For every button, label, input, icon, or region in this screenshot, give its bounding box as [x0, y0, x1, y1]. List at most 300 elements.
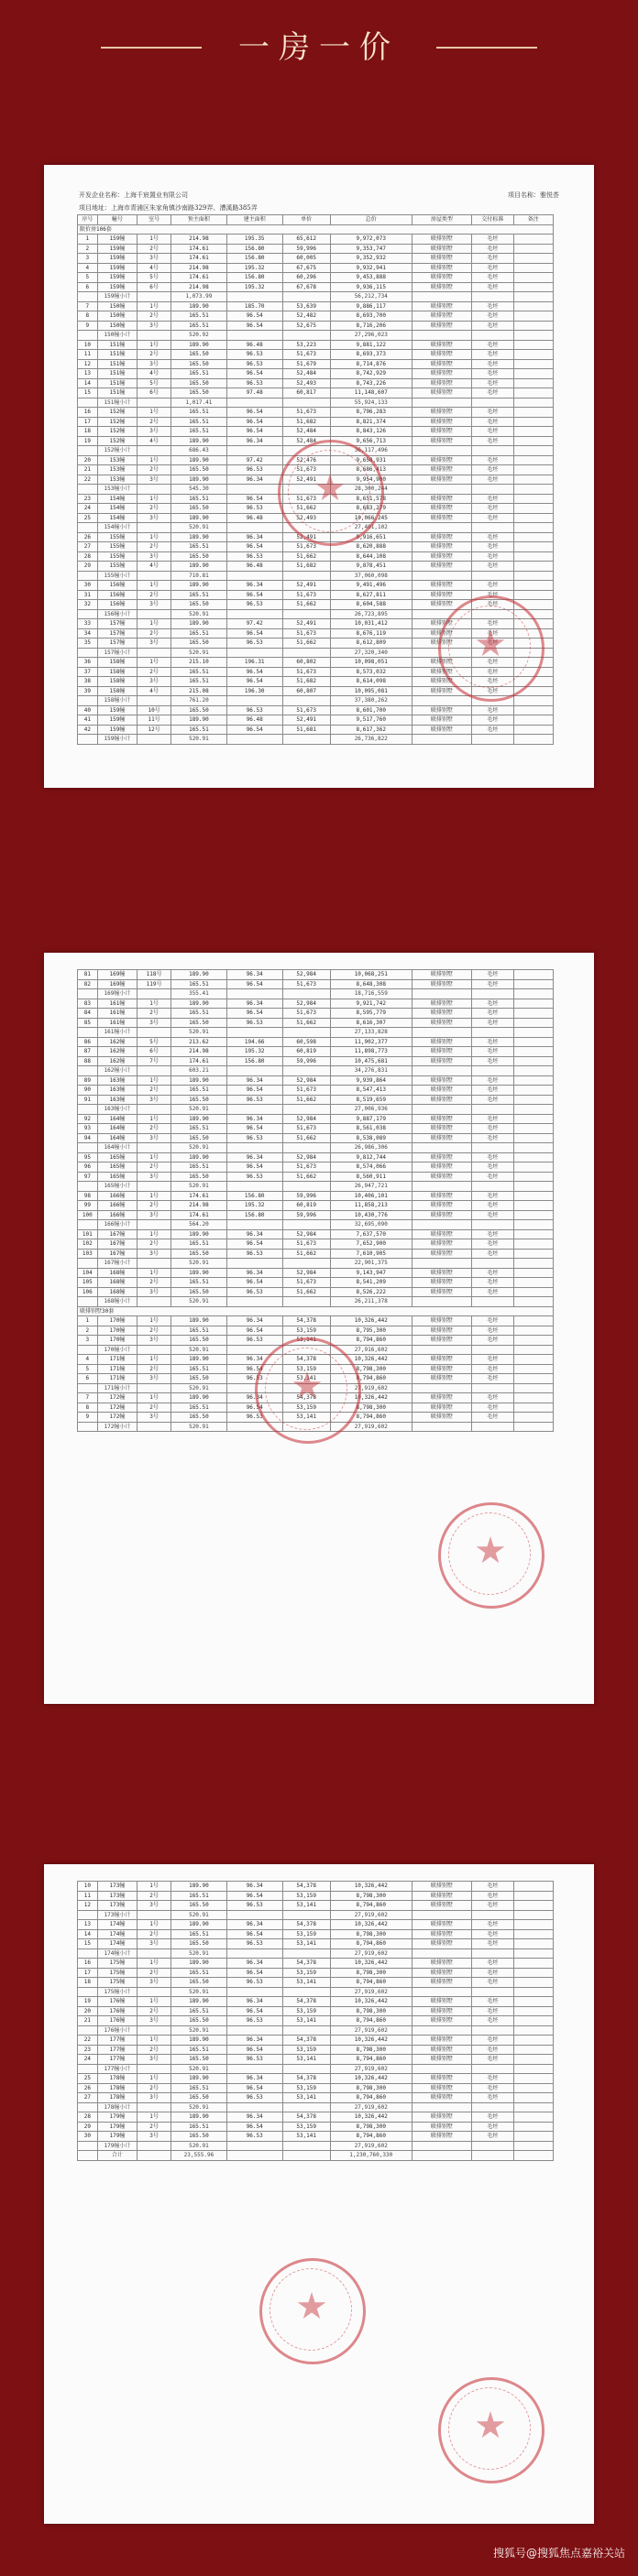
table-cell: 8,798,300: [330, 1968, 412, 1978]
table-cell: [138, 609, 171, 619]
table-cell: [138, 1105, 171, 1115]
table-cell: 53,141: [282, 2055, 330, 2065]
table-cell: 11,858,213: [330, 1201, 412, 1211]
table-cell: 214.98: [171, 1201, 227, 1211]
table-cell: 520.91: [171, 1259, 227, 1269]
table-cell: 83: [78, 999, 98, 1009]
table-header-row: [78, 215, 554, 225]
subtotal-row: [78, 1182, 554, 1192]
table-cell: 159幢: [97, 715, 137, 726]
table-cell: 27,919,602: [330, 2025, 412, 2036]
table-cell: 51,673: [282, 408, 330, 418]
table-cell: 52,491: [282, 619, 330, 629]
table-cell: [471, 485, 513, 495]
table-cell: 150幢: [97, 301, 137, 311]
table-cell: [513, 2064, 554, 2074]
table-cell: 毛坯: [471, 1403, 513, 1413]
table-cell: 54,378: [282, 1393, 330, 1403]
table-cell: [138, 523, 171, 533]
address-line: [79, 203, 559, 213]
table-cell: [412, 1182, 471, 1192]
table-cell: 53,141: [282, 1374, 330, 1384]
table-cell: 165.51: [171, 494, 227, 504]
table-cell: [78, 1383, 98, 1393]
subtotal-row: [78, 1948, 554, 1959]
table-cell: [513, 369, 554, 379]
table-cell: 19: [78, 1997, 98, 2007]
table-cell: 53,223: [282, 340, 330, 350]
table-row: [78, 1172, 554, 1182]
table-cell: 毛坯: [471, 658, 513, 668]
table-cell: 8,843,126: [330, 427, 412, 437]
table-cell: [78, 2025, 98, 2036]
table-cell: 165.50: [171, 1978, 227, 1988]
table-cell: 3号: [138, 1018, 171, 1028]
table-cell: 189.90: [171, 1393, 227, 1403]
table-cell: [282, 1028, 330, 1038]
table-cell: 52,984: [282, 1268, 330, 1278]
table-cell: 毛坯: [471, 408, 513, 418]
table-cell: [412, 735, 471, 745]
table-cell: 毛坯: [471, 1920, 513, 1930]
table-cell: 毛坯: [471, 628, 513, 639]
table-row: [78, 1939, 554, 1949]
table-cell: 152幢小计: [97, 446, 137, 456]
table-cell: 9,491,496: [330, 581, 412, 591]
table-cell: 8,612,809: [330, 639, 412, 649]
table-cell: 168幢小计: [97, 1297, 137, 1307]
table-cell: 157幢: [97, 619, 137, 629]
table-cell: 65,612: [282, 235, 330, 245]
table-cell: 4号: [138, 562, 171, 572]
table-cell: 1号: [138, 2036, 171, 2046]
table-cell: 53,141: [282, 1978, 330, 1988]
table-cell: 178幢小计: [97, 2102, 137, 2112]
table-cell: [412, 398, 471, 408]
table-cell: [226, 1220, 282, 1230]
table-cell: 联排别墅: [412, 658, 471, 668]
table-cell: 53,159: [282, 2006, 330, 2016]
table-cell: [513, 2036, 554, 2046]
table-cell: [471, 1066, 513, 1076]
table-cell: 联排别墅: [412, 436, 471, 446]
table-cell: 毛坯: [471, 1152, 513, 1162]
table-cell: 联排别墅: [412, 254, 471, 264]
subtotal-row: [78, 2064, 554, 2074]
table-cell: 52,491: [282, 581, 330, 591]
table-cell: 55,924,133: [330, 398, 412, 408]
table-row: [78, 581, 554, 591]
table-cell: 96.34: [226, 999, 282, 1009]
table-cell: 172幢: [97, 1403, 137, 1413]
table-cell: 104: [78, 1268, 98, 1278]
table-cell: 96.53: [226, 705, 282, 715]
table-cell: 173幢: [97, 1891, 137, 1901]
table-cell: [471, 1383, 513, 1393]
table-cell: 153幢小计: [97, 485, 137, 495]
table-cell: [513, 2045, 554, 2055]
table-cell: 联排别墅: [412, 282, 471, 292]
table-cell: 195.32: [226, 282, 282, 292]
table-cell: 761.20: [171, 696, 227, 706]
table-cell: 175幢: [97, 1968, 137, 1978]
table-cell: 8,519,659: [330, 1095, 412, 1105]
table-cell: 1号: [138, 1191, 171, 1201]
table-cell: 51,662: [282, 1249, 330, 1259]
table-cell: 联排别墅: [412, 1162, 471, 1173]
table-cell: 165.50: [171, 600, 227, 610]
table-cell: 96.53: [226, 1901, 282, 1911]
table-cell: [412, 1297, 471, 1307]
table-cell: [78, 609, 98, 619]
page-title: 一房一价: [238, 29, 400, 66]
table-cell: 96.34: [226, 2036, 282, 2046]
table-cell: 96.53: [226, 600, 282, 610]
table-cell: [226, 523, 282, 533]
table-cell: 联排别墅: [412, 1047, 471, 1057]
table-cell: [138, 1259, 171, 1269]
table-cell: 2号: [138, 1239, 171, 1250]
table-cell: [513, 417, 554, 427]
table-cell: [513, 282, 554, 292]
table-cell: 53,159: [282, 1326, 330, 1336]
table-cell: [226, 1105, 282, 1115]
table-cell: 10: [78, 1882, 98, 1892]
table-cell: 165.50: [171, 504, 227, 514]
table-cell: 545.30: [171, 485, 227, 495]
table-row: [78, 715, 554, 726]
table-cell: 156.80: [226, 1056, 282, 1066]
table-cell: 2号: [138, 1929, 171, 1939]
table-cell: [513, 1172, 554, 1182]
table-row: [78, 427, 554, 437]
table-cell: [513, 1287, 554, 1297]
table-cell: 4: [78, 1355, 98, 1365]
table-row: [78, 1278, 554, 1288]
table-cell: 联排别墅: [412, 1326, 471, 1336]
table-cell: 520.92: [171, 331, 227, 341]
table-row: [78, 1152, 554, 1162]
table-cell: 155幢: [97, 532, 137, 542]
subtotal-row: [78, 1910, 554, 1920]
table-cell: 52,984: [282, 1114, 330, 1124]
table-row: [78, 2122, 554, 2132]
table-cell: 96.48: [226, 340, 282, 350]
table-cell: 96.54: [226, 667, 282, 677]
table-cell: 联排别墅: [412, 715, 471, 726]
table-cell: 84: [78, 1009, 98, 1019]
table-cell: 165.51: [171, 1326, 227, 1336]
table-cell: 8,798,300: [330, 2083, 412, 2093]
table-cell: [513, 513, 554, 523]
table-cell: [78, 1259, 98, 1269]
table-cell: 3号: [138, 254, 171, 264]
title-rule-right: [436, 47, 537, 49]
table-cell: 165.50: [171, 350, 227, 360]
table-cell: 1号: [138, 1152, 171, 1162]
table-cell: 158幢: [97, 677, 137, 687]
table-cell: [282, 398, 330, 408]
table-cell: [513, 1095, 554, 1105]
table-cell: 9,658,931: [330, 455, 412, 465]
table-cell: 毛坯: [471, 475, 513, 485]
table-cell: 355.41: [171, 989, 227, 999]
table-cell: 8,686,413: [330, 465, 412, 475]
table-cell: 23: [78, 2045, 98, 2055]
table-cell: 174.61: [171, 1191, 227, 1201]
table-cell: [412, 989, 471, 999]
table-cell: 51,662: [282, 1095, 330, 1105]
table-cell: 156幢小计: [97, 609, 137, 619]
table-row: [78, 388, 554, 398]
table-cell: [513, 1891, 554, 1901]
table-cell: [282, 989, 330, 999]
table-cell: [513, 2141, 554, 2151]
table-cell: 23: [78, 494, 98, 504]
table-cell: 1号: [138, 658, 171, 668]
table-cell: [78, 1143, 98, 1153]
table-cell: 195.32: [226, 263, 282, 273]
table-cell: [513, 2055, 554, 2065]
table-cell: 151幢: [97, 369, 137, 379]
table-cell: 3号: [138, 1336, 171, 1346]
table-cell: 毛坯: [471, 1191, 513, 1201]
table-cell: [412, 485, 471, 495]
table-cell: [138, 1422, 171, 1432]
table-cell: 164幢小计: [97, 1143, 137, 1153]
table-cell: 97: [78, 1172, 98, 1182]
table-cell: 520.91: [171, 1948, 227, 1959]
table-cell: [78, 2064, 98, 2074]
table-cell: 3号: [138, 359, 171, 369]
table-row: [78, 2006, 554, 2016]
table-cell: 54,378: [282, 2036, 330, 2046]
table-cell: 联排别墅: [412, 244, 471, 254]
table-cell: 1号: [138, 1393, 171, 1403]
table-cell: [78, 1220, 98, 1230]
table-cell: [513, 378, 554, 388]
table-cell: 9,932,941: [330, 263, 412, 273]
address-value: 上海市青浦区朱家角镇沙南路329弄、漕溪路385弄: [111, 204, 258, 212]
table-cell: [138, 648, 171, 658]
table-cell: [513, 551, 554, 562]
price-sheet-page-1: [44, 165, 594, 788]
table-cell: 8,798,300: [330, 1403, 412, 1413]
table-cell: [412, 1105, 471, 1115]
table-cell: [471, 2025, 513, 2036]
table-cell: 毛坯: [471, 2016, 513, 2026]
table-cell: 189.90: [171, 1268, 227, 1278]
table-cell: [513, 1997, 554, 2007]
table-cell: 90: [78, 1086, 98, 1096]
table-cell: 联排别墅: [412, 725, 471, 735]
table-cell: 159幢: [97, 244, 137, 254]
table-cell: 165.51: [171, 1124, 227, 1134]
table-cell: [513, 1124, 554, 1134]
table-cell: 毛坯: [471, 1114, 513, 1124]
table-cell: 51,679: [282, 359, 330, 369]
table-cell: 96.54: [226, 1239, 282, 1250]
table-cell: [78, 1910, 98, 1920]
table-cell: 26,947,721: [330, 1182, 412, 1192]
table-cell: 172幢小计: [97, 1422, 137, 1432]
table-row: [78, 273, 554, 283]
table-cell: 20: [78, 455, 98, 465]
table-row: [78, 1891, 554, 1901]
table-cell: 60,802: [282, 658, 330, 668]
table-cell: 169幢: [97, 979, 137, 989]
table-cell: [471, 1259, 513, 1269]
table-cell: 2号: [138, 1086, 171, 1096]
table-cell: 174幢: [97, 1929, 137, 1939]
table-cell: [282, 1105, 330, 1115]
table-cell: [513, 436, 554, 446]
table-cell: 165.51: [171, 369, 227, 379]
table-cell: 96.34: [226, 475, 282, 485]
company-seal-stamp-2: [255, 1337, 361, 1444]
table-cell: 51,662: [282, 1018, 330, 1028]
developer-line: [79, 191, 559, 200]
table-cell: 3号: [138, 600, 171, 610]
table-cell: 165.51: [171, 677, 227, 687]
developer-name: 上海千宸置业有限公司: [124, 191, 188, 199]
table-cell: [282, 1182, 330, 1192]
table-cell: 9,878,451: [330, 562, 412, 572]
table-cell: 毛坯: [471, 1374, 513, 1384]
table-cell: 2号: [138, 1364, 171, 1374]
table-cell: 54,378: [282, 1997, 330, 2007]
table-cell: 28,300,244: [330, 485, 412, 495]
table-cell: 96.54: [226, 1403, 282, 1413]
table-cell: [513, 1201, 554, 1211]
table-cell: 毛坯: [471, 639, 513, 649]
table-cell: 24: [78, 2055, 98, 2065]
table-cell: 8,547,413: [330, 1086, 412, 1096]
table-cell: [513, 979, 554, 989]
table-cell: 99: [78, 1201, 98, 1211]
table-cell: [282, 609, 330, 619]
table-cell: 52,984: [282, 1229, 330, 1239]
table-cell: 165.50: [171, 1374, 227, 1384]
table-cell: [513, 1364, 554, 1374]
table-cell: 28: [78, 551, 98, 562]
table-cell: 165.51: [171, 427, 227, 437]
table-cell: 2号: [138, 1403, 171, 1413]
table-cell: 155幢: [97, 551, 137, 562]
table-cell: 178幢: [97, 2083, 137, 2093]
table-cell: [513, 2074, 554, 2084]
table-cell: 171幢: [97, 1374, 137, 1384]
table-cell: 520.91: [171, 1143, 227, 1153]
table-cell: 165.51: [171, 979, 227, 989]
table-cell: 165.51: [171, 1891, 227, 1901]
table-row: [78, 301, 554, 311]
registration-seal-stamp-2: [438, 1502, 544, 1609]
table-cell: 9: [78, 321, 98, 331]
table-cell: 165.50: [171, 2132, 227, 2142]
table-cell: [513, 999, 554, 1009]
table-cell: 联排别墅: [412, 590, 471, 600]
table-cell: 12: [78, 359, 98, 369]
table-cell: 95: [78, 1152, 98, 1162]
table-cell: [513, 1143, 554, 1153]
table-cell: 54,378: [282, 1355, 330, 1365]
table-cell: 3: [78, 1336, 98, 1346]
table-row: [78, 1133, 554, 1143]
table-cell: [513, 427, 554, 437]
table-cell: [471, 1948, 513, 1959]
table-cell: [138, 1297, 171, 1307]
table-cell: 10,326,442: [330, 1355, 412, 1365]
table-cell: 5号: [138, 378, 171, 388]
table-cell: 166幢: [97, 1191, 137, 1201]
table-cell: 8,538,089: [330, 1133, 412, 1143]
table-cell: [513, 1086, 554, 1096]
table-cell: [282, 571, 330, 581]
table-cell: [471, 2151, 513, 2161]
table-cell: 8,560,911: [330, 1172, 412, 1182]
table-cell: 9,453,888: [330, 273, 412, 283]
table-cell: [513, 562, 554, 572]
table-cell: 2号: [138, 667, 171, 677]
table-cell: 3号: [138, 1172, 171, 1182]
table-cell: 520.91: [171, 1345, 227, 1355]
table-cell: 1号: [138, 1114, 171, 1124]
table-cell: 162幢: [97, 1056, 137, 1066]
table-cell: 96.53: [226, 1336, 282, 1346]
table-cell: 1: [78, 1316, 98, 1326]
table-cell: 毛坯: [471, 999, 513, 1009]
table-cell: 毛坯: [471, 1037, 513, 1047]
table-row: [78, 2083, 554, 2093]
table-cell: 42: [78, 725, 98, 735]
table-cell: 96.34: [226, 1959, 282, 1969]
table-cell: 96.54: [226, 1124, 282, 1134]
table-cell: 103: [78, 1249, 98, 1259]
table-cell: 8,614,098: [330, 677, 412, 687]
table-cell: 165.51: [171, 628, 227, 639]
table-cell: [412, 571, 471, 581]
table-cell: [138, 1066, 171, 1076]
subtotal-row: [78, 1066, 554, 1076]
table-cell: 联排别墅: [412, 1959, 471, 1969]
table-cell: 96.53: [226, 465, 282, 475]
table-cell: 13: [78, 1920, 98, 1930]
table-cell: 8,794,860: [330, 2055, 412, 2065]
table-cell: 毛坯: [471, 1978, 513, 1988]
table-cell: 82: [78, 979, 98, 989]
table-cell: 189.90: [171, 1882, 227, 1892]
table-cell: 17: [78, 417, 98, 427]
table-cell: 168幢: [97, 1268, 137, 1278]
table-cell: [513, 705, 554, 715]
table-cell: 174幢: [97, 1939, 137, 1949]
table-cell: 165幢: [97, 1162, 137, 1173]
table-cell: 7号: [138, 1056, 171, 1066]
table-cell: 毛坯: [471, 244, 513, 254]
table-cell: 18,716,559: [330, 989, 412, 999]
table-row: [78, 1959, 554, 1969]
table-cell: 4号: [138, 686, 171, 696]
table-row: [78, 1978, 554, 1988]
table-cell: 8,648,308: [330, 979, 412, 989]
table-cell: 96.53: [226, 2055, 282, 2065]
table-cell: 联排别墅: [412, 619, 471, 629]
table-cell: 174幢: [97, 1920, 137, 1930]
table-cell: 1号: [138, 455, 171, 465]
table-cell: 9,939,864: [330, 1075, 412, 1086]
table-cell: 54,378: [282, 1882, 330, 1892]
